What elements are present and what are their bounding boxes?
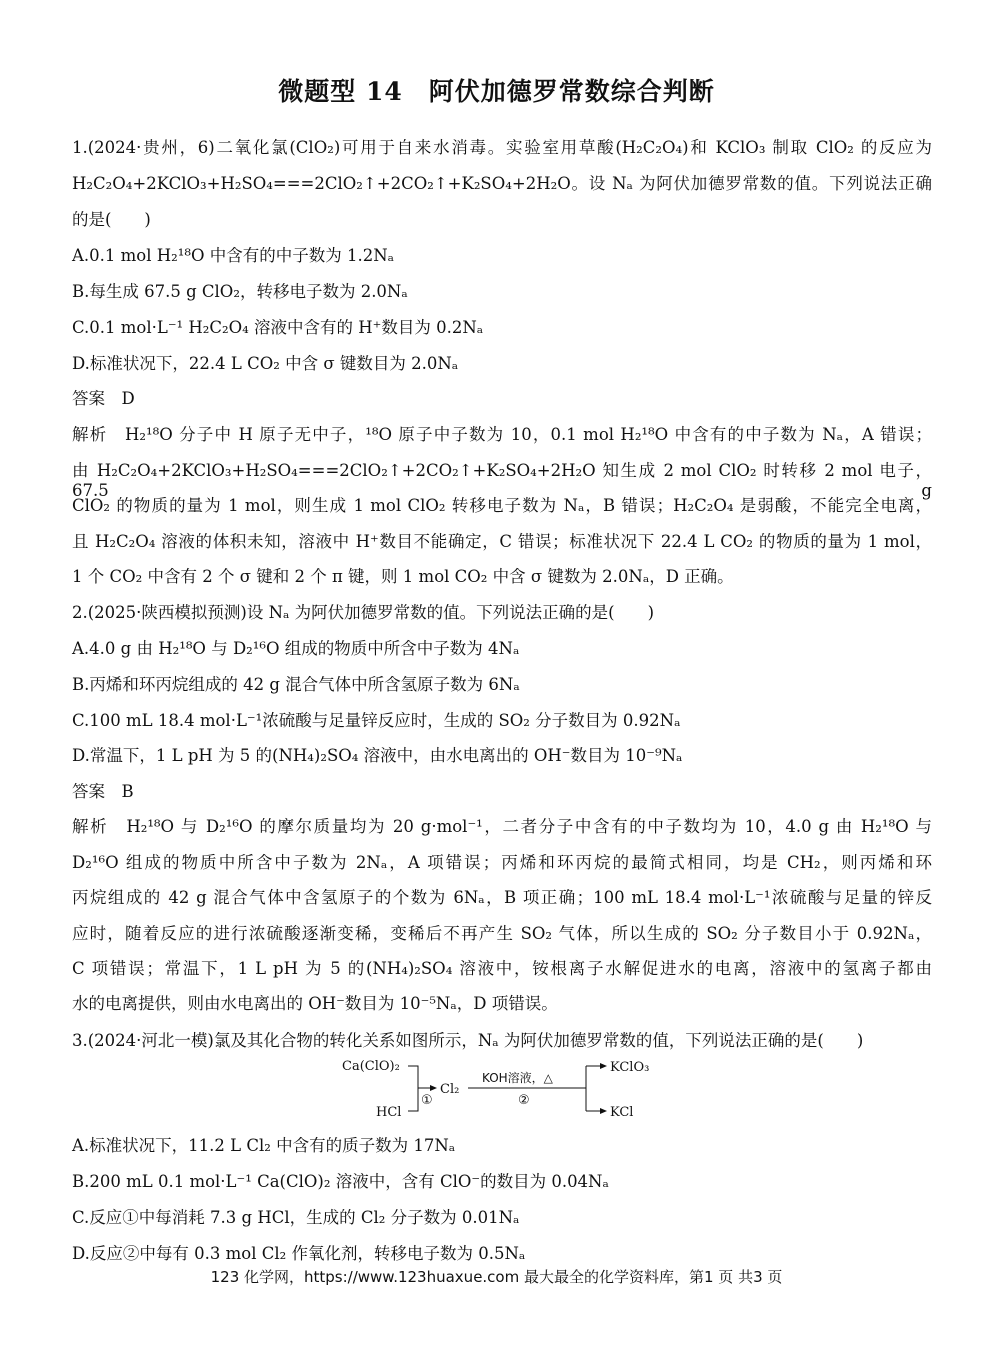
text-line: C 项错误；常温下，1 L pH 为 5 的(NH₄)₂SO₄ 溶液中，铵根离子水解促进水的电离，溶液中的氢离子都由	[72, 959, 932, 978]
text-line: C.0.1 mol·L⁻¹ H₂C₂O₄ 溶液中含有的 H⁺数目为 0.2Nₐ	[72, 318, 484, 337]
text-line: 3.(2024·河北一模)氯及其化合物的转化关系如图所示，Nₐ 为阿伏加德罗常数的值，下列说法正确的是( )	[72, 1031, 864, 1050]
text-line: C.100 mL 18.4 mol·L⁻¹浓硫酸与足量锌反应时，生成的 SO₂ 分子数目为 0.92Nₐ	[72, 711, 681, 730]
diagram-step2: ②	[518, 1093, 530, 1108]
text-line: A.0.1 mol H₂¹⁸O 中含有的中子数为 1.2Nₐ	[72, 246, 395, 265]
question3-option: B.200 mL 0.1 mol·L⁻¹ Ca(ClO)₂ 溶液中，含有 ClO⁻的数目为 0.04Nₐ	[72, 1172, 609, 1191]
question3-option: D.反应②中每有 0.3 mol Cl₂ 作氧化剂，转移电子数为 0.5Nₐ	[72, 1244, 526, 1263]
text-line: D.常温下，1 L pH 为 5 的(NH₄)₂SO₄ 溶液中，由水电离出的 OH⁻数目为 10⁻⁹Nₐ	[72, 746, 683, 765]
text-line: 且 H₂C₂O₄ 溶液的体积未知，溶液中 H⁺数目不能确定，C 错误；标准状况下 22.4 L CO₂ 的物质的量为 1 mol，	[72, 532, 932, 551]
text-line: 的是( )	[72, 210, 151, 229]
text-line: 答案 D	[72, 389, 135, 408]
text-line: 水的电离提供，则由水电离出的 OH⁻数目为 10⁻⁵Nₐ，D 项错误。	[72, 994, 558, 1013]
diagram-split	[586, 1066, 600, 1111]
diagram-step1: ①	[421, 1093, 433, 1108]
text-line: 答案 B	[72, 782, 134, 801]
diagram-arrow1-head	[430, 1085, 437, 1091]
text-line: 应时，随着反应的进行浓硫酸逐渐变稀，变稀后不再产生 SO₂ 气体，所以生成的 SO₂ 分子数目小于 0.92Nₐ，	[72, 924, 932, 943]
text-line: 1.(2024·贵州，6)二氧化氯(ClO₂)可用于自来水消毒。实验室用草酸(H₂C₂O₄)和 KClO₃ 制取 ClO₂ 的反应为	[72, 138, 932, 157]
text-line: D.标准状况下，22.4 L CO₂ 中含 σ 键数目为 2.0Nₐ	[72, 354, 459, 373]
text-line: B.丙烯和环丙烷组成的 42 g 混合气体中所含氢原子数为 6Nₐ	[72, 675, 520, 694]
text-line: A.4.0 g 由 H₂¹⁸O 与 D₂¹⁶O 组成的物质中所含中子数为 4Nₐ	[72, 639, 520, 658]
diagram-arrow-bottom-head	[600, 1108, 607, 1114]
text-line: D₂¹⁶O 组成的物质中所含中子数为 2Nₐ，A 项错误；丙烯和环丙烷的最简式相同，均是 CH₂，则丙烯和环	[72, 853, 932, 872]
text-line: B.每生成 67.5 g ClO₂，转移电子数为 2.0Nₐ	[72, 282, 408, 301]
diagram-kcl: KCl	[610, 1105, 634, 1120]
text-line: 解析 H₂¹⁸O 与 D₂¹⁶O 的摩尔质量均为 20 g·mol⁻¹，二者分子中含有的中子数均为 10，4.0 g 由 H₂¹⁸O 与	[72, 817, 932, 836]
diagram-hcl: HCl	[376, 1105, 402, 1120]
text-line: 由 H₂C₂O₄+2KClO₃+H₂SO₄===2ClO₂↑+2CO₂↑+K₂SO₄+2H₂O 知生成 2 mol ClO₂ 时转移 2 mol 电子，67.5 g	[72, 461, 932, 500]
diagram-ca-clo2: Ca(ClO)₂	[342, 1059, 400, 1074]
question3-option: C.反应①中每消耗 7.3 g HCl，生成的 Cl₂ 分子数为 0.01Nₐ	[72, 1208, 520, 1227]
diagram-kclo3: KClO₃	[610, 1060, 650, 1075]
text-line: 1 个 CO₂ 中含有 2 个 σ 键和 2 个 π 键，则 1 mol CO₂ 中含 σ 键数为 2.0Nₐ，D 正确。	[72, 567, 734, 586]
diagram-cl2: Cl₂	[440, 1082, 460, 1097]
text-line: 解析 H₂¹⁸O 分子中 H 原子无中子，¹⁸O 原子中子数为 10，0.1 mol H₂¹⁸O 中含有的中子数为 Nₐ，A 错误；	[72, 425, 932, 444]
chlorine-conversion-diagram	[330, 1052, 670, 1124]
page-title: 微题型 14 阿伏加德罗常数综合判断	[278, 77, 715, 106]
question3-option: A.标准状况下，11.2 L Cl₂ 中含有的质子数为 17Nₐ	[72, 1136, 456, 1155]
text-line: H₂C₂O₄+2KClO₃+H₂SO₄===2ClO₂↑+2CO₂↑+K₂SO₄+2H₂O。设 Nₐ 为阿伏加德罗常数的值。下列说法正确	[72, 174, 932, 193]
text-line: ClO₂ 的物质的量为 1 mol，则生成 1 mol ClO₂ 转移电子数为 Nₐ，B 错误；H₂C₂O₄ 是弱酸，不能完全电离，	[72, 496, 932, 515]
page-footer: 123 化学网，https://www.123huaxue.com 最大最全的化学资料库，第1 页 共3 页	[210, 1268, 783, 1286]
diagram-condition: KOH溶液，△	[482, 1071, 553, 1085]
text-line: 丙烷组成的 42 g 混合气体中含氢原子的个数为 6Nₐ，B 项正确；100 mL 18.4 mol·L⁻¹浓硫酸与足量的锌反	[72, 888, 932, 907]
text-line: 2.(2025·陕西模拟预测)设 Nₐ 为阿伏加德罗常数的值。下列说法正确的是( )	[72, 603, 655, 622]
diagram-arrow-top-head	[600, 1063, 607, 1069]
